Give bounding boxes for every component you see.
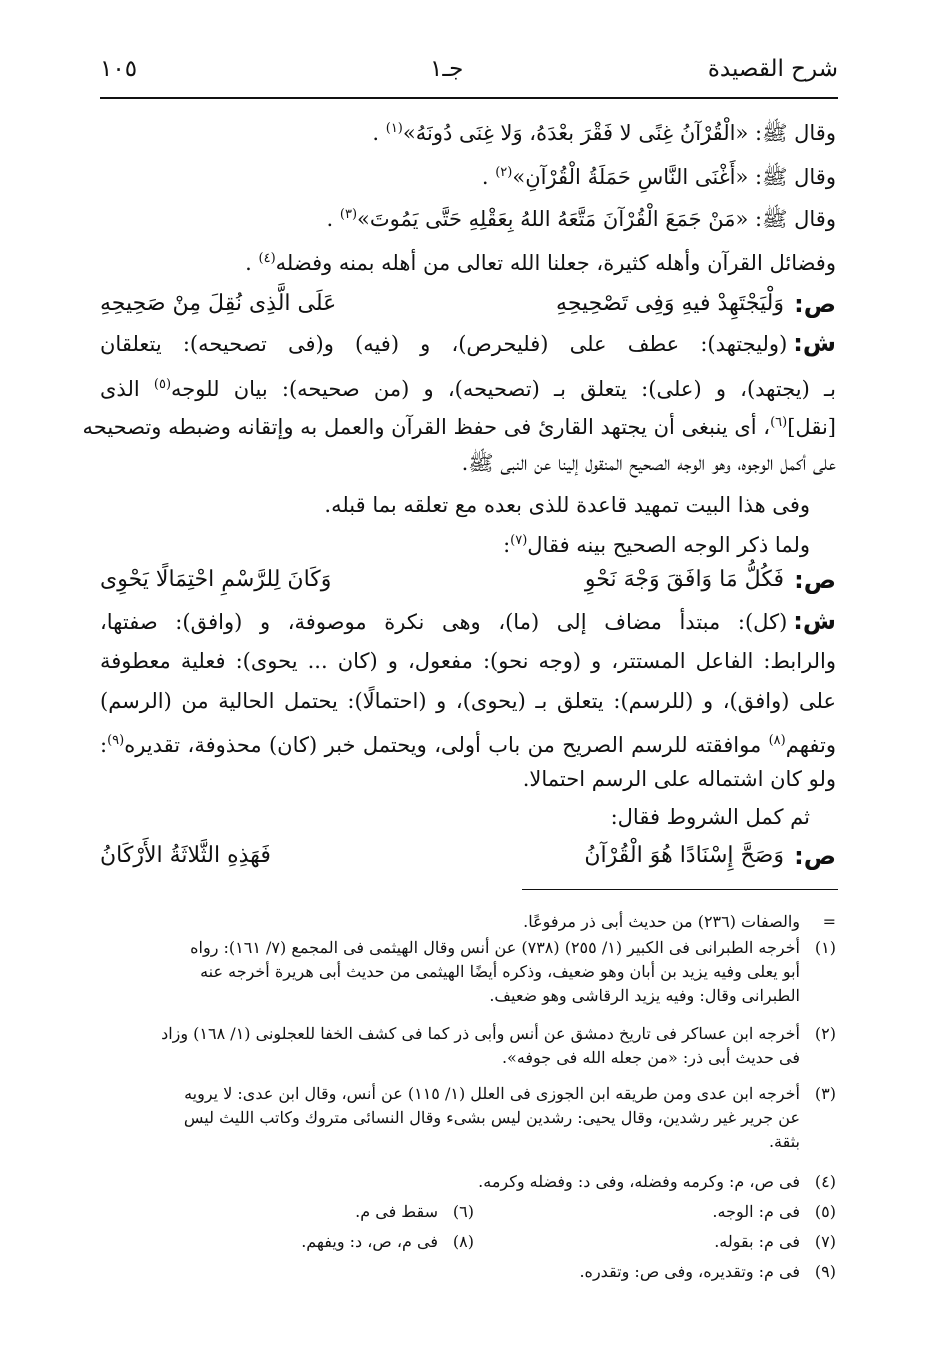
footnote-ref: (٩) [107, 733, 125, 748]
footnote-number: (٣) [814, 1084, 836, 1103]
text-line: ش:(كل): مبتدأ مضاف إلى (ما)، وهى نكرة موصوفة، و (وافق): صفتها، [100, 607, 836, 635]
footnote-ref: (٤) [258, 251, 276, 266]
footnote-number: (٩) [814, 1262, 836, 1281]
footnote-ref: (٧) [510, 533, 528, 548]
verse-hemistich-second: عَلَى الَّذِى نُقِلَ مِنْ صَحِيحِهِ [100, 291, 337, 316]
header-title: شرح القصيدة [707, 56, 838, 82]
footnote-number: (٤) [814, 1172, 836, 1191]
verse-marker: ص: [794, 842, 836, 870]
text-line: على (وافق)، و (للرسم): يتعلق بـ (يحوى)، و (احتمالًا): يحتمل الحالية من (الرسم) [100, 689, 836, 713]
text-line: والرابط: الفاعل المستتر، و (وجه نحو): مفعول، و (كان ... يحوى): فعلية معطوفة [100, 649, 836, 673]
text-line: ولما ذكر الوجه الصحيح بينه فقال$^{(٧)}$: [503, 533, 810, 557]
text-line: ثم كمل الشروط فقال: [610, 805, 810, 829]
footnote-ref: (٨) [768, 733, 786, 748]
running-header [100, 56, 838, 96]
footnote-number: (٨) [452, 1232, 474, 1251]
footnote-ref: (١) [385, 121, 403, 136]
text-line: على أكمل الوجوه، وهو الوجه الصحيح المنقول إلينا عن النبى ﷺ. [461, 451, 836, 475]
book-page: شرح القصيدة جـ١ ١٠٥ وقال ﷺ: «الْقُرْآنُ غِنًى لا فَقْرَ بعْدَهُ، وَلا غِنَى دُونَهُ»$^{(١)}$ . وقال ﷺ: «أَغْنَى النَّاسِ حَمَلَةُ الْقُرْآنِ»$^{(٢)}$ . وقال ﷺ: «مَنْ جَمَعَ الْقُرْآنَ مَتَّعَهُ اللهُ بِعَقْلِهِ حَتَّى يَمُوتَ»$^{(٣)}$ . وفضائل القرآن وأهله كثيرة، جعلنا الله تعالى من أهله بمنه وفضله$^{(٤)}$ . ص: وَلْيَجْتَهِدْ فيهِ وَفِى تَصْحِيحِهِ عَلَى الَّذِى نُقِلَ مِنْ صَحِيحِهِ ش:(وليجتهد): عطف على (فليحرص)، و (فيه) و(فى تصحيحه): يتعلقان بـ (يجتهد)، و (على): يتعلق بـ (تصحيحه)، و (من صحيحه): بيان للوجه$^{(٥)}$ الذى [نقل]$^{(٦)}$، أى ينبغى أن يجتهد القارئ فى حفظ القرآن والعمل به وإتقانه وضبطه وتصحيحه على أكمل الوجوه، وهو الوجه الصحيح المنقول إلينا عن النبى ﷺ. وفى هذا البيت تمهيد قاعدة للذى بعده مع تعلقه بما قبله. ولما ذكر الوجه الصحيح بينه فقال$^{(٧)}$: ص: فَكُلُّ مَا وَافَقَ وَجْهَ نَحْوِ وَكَانَ لِلرَّسْمِ احْتِمَالًا يَحْوِى ش:(كل): مبتدأ مضاف إلى (ما)، وهى نكرة موصوفة، و (وافق): صفتها، والرابط: الفاعل المستتر، و (وجه نحو): مفعول، و (كان ... يحوى): فعلية معطوفة على (وافق)، و (للرسم): يتعلق بـ (يحوى)، و (احتمالًا): يحتمل الحالية من (الرسم) وتفهم$^{(٨)}$ موافقته للرسم الصريح من باب أولى، ويحتمل خبر (كان) محذوفة، تقديره$^{(٩)}$: ولو كان اشتماله على الرسم احتمالا. ثم كمل الشروط فقال: ص: وَصَحَّ إِسْنَادًا هُوَ الْقُرْآنُ فَهَذِهِ الثَّلاثَةُ الأَرْكَانُ = والصفات (٢٣٦) من حديث أبى ذر مرفوعًا. (١) أخرجه الطبرانى فى الكبير (١/ ٢٥٥) (٧٣٨) عن أنس وقال الهيثمى فى المجمع (٧/ ١٦١): رواه أبو يعلى وفيه يزيد بن أبان وهو ضعيف، وذكره أيضًا الهيثمى من حديث أبى هريرة أخرجه عنه الطبرانى وقال: وفيه يزيد الرقاشى وهو ضعيف. (٢) أخرجه ابن عساكر فى تاريخ دمشق عن أنس وأبى ذر كما فى كشف الخفا للعجلونى (١/ ١٦٨) وزاد فى حديث أبى ذر: «من جعله الله فى جوفه». (٣) أخرجه ابن عدى ومن طريقه ابن الجوزى فى العلل (١/ ١١٥) عن أنس، وقال ابن عدى: لا يرويه عن جرير غير رشدين، وقال يحيى: رشدين ليس بشىء وقال النسائى متروك وكاتب الليث ليس بثقة. (٤) فى ص، م: وكرمه وفضله، وفى د: وفضله وكرمه. (٥) فى م: الوجه. (٦) سقط فى م. (٧) فى م: بقوله. (٨) فى م، ص، د: ويفهم. (٩) فى م: وتقديره، وفى ص: وتقدره. [0, 0, 936, 1372]
commentary-marker: ش: [793, 329, 836, 357]
footnote-continuation: الطبرانى وقال: وفيه يزيد الرقاشى وهو ضعيف. [489, 986, 800, 1005]
text-line: وفضائل القرآن وأهله كثيرة، جعلنا الله تعالى من أهله بمنه وفضله$^{(٤)}$ . [245, 251, 836, 275]
footnote-number: (٦) [452, 1202, 474, 1221]
footnote-continuation: أبو يعلى وفيه يزيد بن أبان وهو ضعيف، وذكره أيضًا الهيثمى من حديث أبى هريرة أخرجه عنه [200, 962, 800, 981]
verse-hemistich-first: وَلْيَجْتَهِدْ فيهِ وَفِى تَصْحِيحِهِ [556, 291, 784, 316]
header-volume: جـ١ [430, 56, 464, 82]
footnote-continuation: فى حديث أبى ذر: «من جعله الله فى جوفه». [501, 1048, 800, 1067]
text-line: وفى هذا البيت تمهيد قاعدة للذى بعده مع تعلقه بما قبله. [324, 493, 810, 517]
footnote-ref: (٦) [770, 415, 788, 430]
text-line: وقال ﷺ: «أَغْنَى النَّاسِ حَمَلَةُ الْقُرْآنِ»$^{(٢)}$ . [481, 165, 836, 189]
footnote-divider [522, 889, 838, 890]
footnote-number: (٥) [814, 1202, 836, 1221]
text-line: بـ (يجتهد)، و (على): يتعلق بـ (تصحيحه)، و (من صحيحه): بيان للوجه$^{(٥)}$ الذى [100, 377, 836, 401]
footnote-number: (١) [814, 938, 836, 957]
text-line: ش:(وليجتهد): عطف على (فليحرص)، و (فيه) و(فى تصحيحه): يتعلقان [100, 329, 836, 357]
footnote-ref: (٣) [339, 207, 358, 222]
header-divider [100, 97, 838, 99]
footnote-ref: (٥) [153, 377, 172, 392]
verse-hemistich-first: وَصَحَّ إِسْنَادًا هُوَ الْقُرْآنُ [584, 843, 784, 868]
commentary-marker: ش: [793, 607, 836, 635]
text-line: [نقل]$^{(٦)}$، أى ينبغى أن يجتهد القارئ فى حفظ القرآن والعمل به وإتقانه وضبطه وتصحيحه [82, 415, 836, 439]
text-line: ولو كان اشتماله على الرسم احتمالا. [522, 767, 836, 791]
verse-marker: ص: [794, 290, 836, 318]
text-line: وقال ﷺ: «مَنْ جَمَعَ الْقُرْآنَ مَتَّعَهُ اللهُ بِعَقْلِهِ حَتَّى يَمُوتَ»$^{(٣)}$ . [326, 207, 836, 231]
footnote-ref: (٢) [495, 165, 513, 180]
verse-hemistich-second: فَهَذِهِ الثَّلاثَةُ الأَرْكَانُ [100, 843, 271, 868]
footnote-number: (٢) [814, 1024, 836, 1043]
footnote-number: (٧) [814, 1232, 836, 1251]
verse-hemistich-second: وَكَانَ لِلرَّسْمِ احْتِمَالًا يَحْوِى [100, 567, 332, 592]
verse-hemistich-first: فَكُلُّ مَا وَافَقَ وَجْهَ نَحْوِ [584, 567, 784, 592]
text-line: وقال ﷺ: «الْقُرْآنُ غِنًى لا فَقْرَ بعْدَهُ، وَلا غِنَى دُونَهُ»$^{(١)}$ . [372, 121, 836, 145]
footnote-continuation: بثقة. [768, 1132, 800, 1151]
text-line: وتفهم$^{(٨)}$ موافقته للرسم الصريح من باب أولى، ويحتمل خبر (كان) محذوفة، تقديره$^{(٩)}$: [100, 733, 836, 757]
page-number: ١٠٥ [100, 56, 138, 82]
verse-marker: ص: [794, 566, 836, 594]
footnote-continuation: عن جرير غير رشدين، وقال يحيى: رشدين ليس بشىء وقال النسائى متروك وكاتب الليث ليس [183, 1108, 800, 1127]
